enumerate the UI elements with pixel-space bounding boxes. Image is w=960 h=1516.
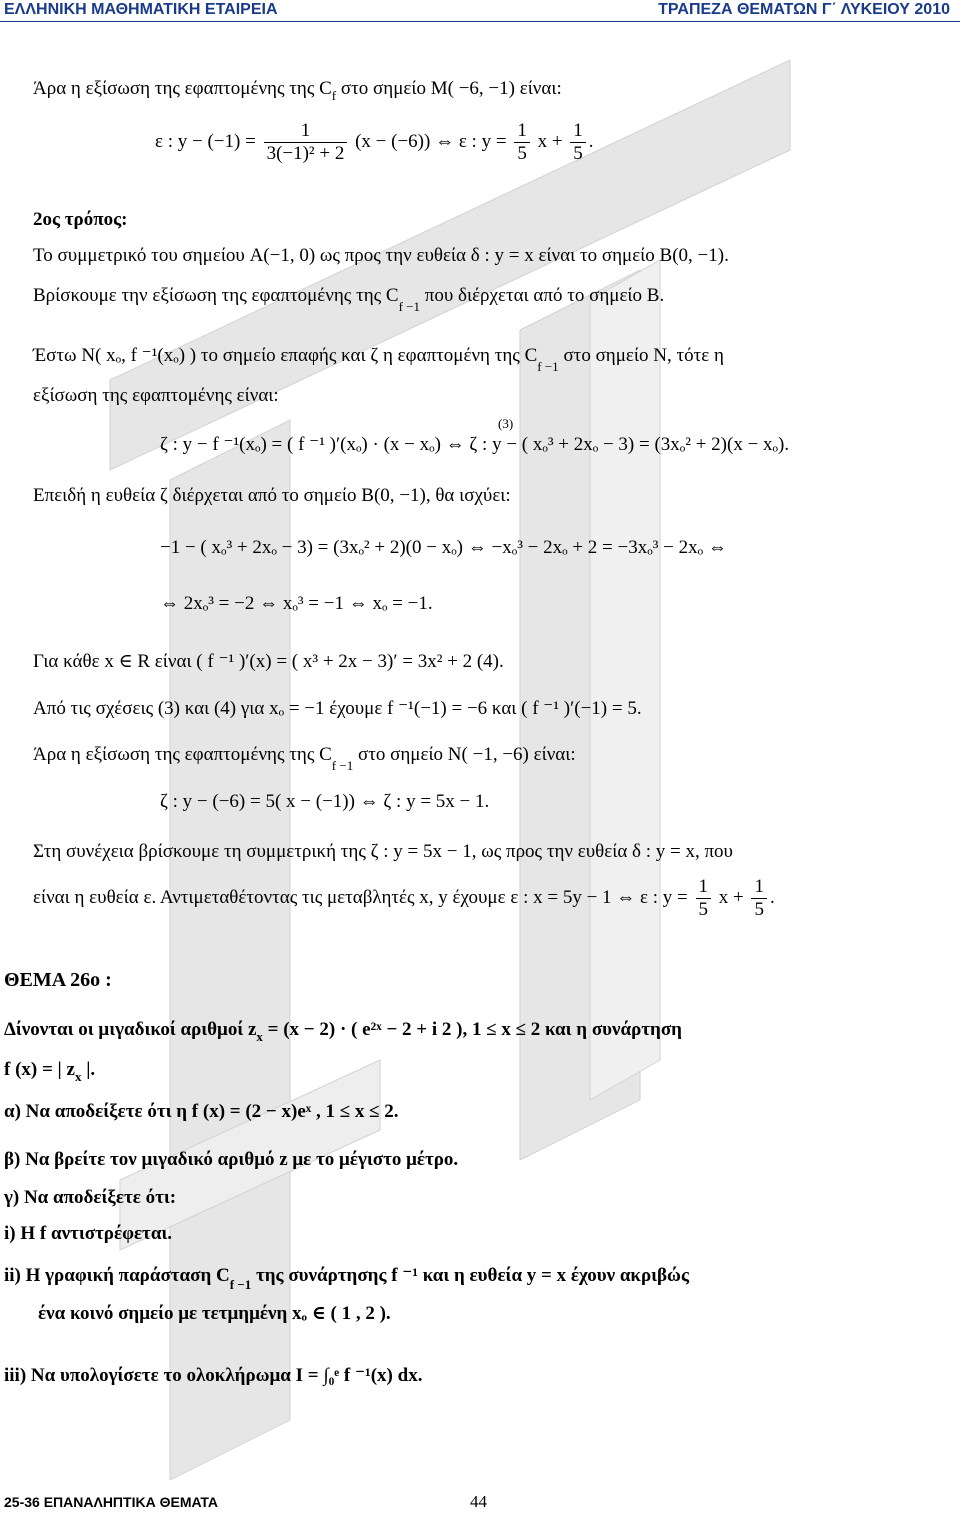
line-passes-B: Επειδή η ευθεία ζ διέρχεται από το σημείο B(0, −1), θα ισχύει:: [33, 485, 511, 506]
question-c: γ) Να αποδείξετε ότι:: [4, 1187, 177, 1208]
header-left: ΕΛΛΗΝΙΚΗ ΜΑΘΗΜΑΤΙΚΗ ΕΤΑΙΡΕΙΑ: [4, 1, 278, 18]
question-b: β) Να βρείτε τον μιγαδικό αριθμό z με το μέγιστο μέτρο.: [4, 1149, 459, 1170]
page-number: 44: [470, 1492, 487, 1511]
line-symmetric-point: Το συμμετρικό του σημείου A(−1, 0) ως προς την ευθεία δ : y = x είναι το σημείο B(0, −1).: [33, 245, 729, 266]
line-symmetric-zeta: Στη συνέχεια βρίσκουμε τη συμμετρική της ζ : y = 5x − 1, ως προς την ευθεία δ : y = x, που: [33, 841, 733, 862]
equation-solve-2: ⇔ 2xₒ³ = −2 ⇔ xₒ³ = −1 ⇔ xₒ = −1.: [160, 593, 433, 614]
question-c-ii: ii) Η γραφική παράσταση $C_{f -1}$ της συνάρτησης f ⁻¹ και η ευθεία y = x έχουν ακριβώς: [4, 1265, 689, 1292]
question-c-ii-cont: ένα κοινό σημείο με τετμημένη xₒ ∈ ( 1 , 2 ).: [38, 1303, 391, 1324]
equation-ref-3: (3): [498, 416, 514, 431]
line-relations: Από τις σχέσεις (3) και (4) για xₒ = −1 έχουμε f ⁻¹(−1) = −6 και ( f ⁻¹ )′(−1) = 5.: [33, 698, 642, 719]
line-eps-result: είναι η ευθεία ε. Αντιμεταθέτοντας τις μεταβλητές x, y έχουμε ε : x = 5y − 1 ⇔ ε : y = $\frac{1}{5}$ x + $\frac{1}{5}$ .: [33, 876, 775, 920]
equation-solve-1: −1 − ( xₒ³ + 2xₒ − 3) = (3xₒ² + 2)(0 − xₒ) ⇔ −xₒ³ − 2xₒ + 2 = −3xₒ³ − 2xₒ ⇔: [160, 537, 727, 558]
header-right: ΤΡΑΠΕΖΑ ΘΕΜΑΤΩΝ Γ΄ ΛΥΚΕΙΟΥ 2010: [658, 1, 950, 18]
footer-title: 25-36 ΕΠΑΝΑΛΗΠΤΙΚΑ ΘΕΜΑΤΑ: [4, 1494, 219, 1510]
equation-zeta-final: ζ : y − (−6) = 5( x − (−1)) ⇔ ζ : y = 5x − 1.: [160, 791, 490, 812]
watermark-leg-inner: [590, 260, 660, 1100]
equation-zeta: ζ : y − f ⁻¹(xₒ) = ( f ⁻¹ )′(xₒ) · (x − xₒ) ⇔ ζ : y − ( xₒ³ + 2xₒ − 3) = (3xₒ² + 2)(x − xₒ).: [160, 434, 790, 455]
question-c-i: i) Η f αντιστρέφεται.: [4, 1223, 173, 1244]
line-derivative-4: Για κάθε x ∈ R είναι ( f ⁻¹ )′(x) = ( x³ + 2x − 3)′ = 3x² + 2 (4).: [33, 651, 504, 672]
theme-given-2: f (x) = | $z_x$ |.: [4, 1059, 96, 1084]
question-a: α) Να αποδείξετε ότι η f (x) = (2 − x)eˣ , 1 ≤ x ≤ 2.: [4, 1101, 399, 1122]
theme-title: ΘΕΜΑ 26ο :: [4, 969, 112, 991]
line-let-N: Έστω N( xₒ, f ⁻¹(xₒ) ) το σημείο επαφής και ζ η εφαπτομένη της $C_{f -1}$ στο σημείο N, τότε η: [33, 345, 724, 374]
line-tangent-eq-intro: εξίσωση της εφαπτομένης είναι:: [33, 385, 279, 406]
line-eps-intro: Άρα η εξίσωση της εφαπτομένης της $C_f$ στο σημείο M( −6, −1) είναι:: [33, 78, 562, 103]
equation-eps: ε : y − (−1) = $\frac{1}{\text{3(−1)² + 2}}$ (x − (−6)) ⇔ ε : y = $\frac{1}{5}$ x + $\frac{1}{5}$ .: [155, 120, 594, 164]
line-tangent-at-N: Άρα η εξίσωση της εφαπτομένης της $C_{f -1}$ στο σημείο N( −1, −6) είναι:: [33, 744, 576, 773]
theme-given-1: Δίνονται οι μιγαδικοί αριθμοί $z_x = (x - 2)$ · ( e²ˣ − 2 + i 2 ), 1 ≤ x ≤ 2 και η συνάρτηση: [4, 1019, 682, 1044]
fraction-slope: $\frac{1}{\text{3(−1)² + 2}}$: [264, 120, 348, 165]
line-find-tangent: Βρίσκουμε την εξίσωση της εφαπτομένης της $C_{f -1}$ που διέρχεται από το σημείο B.: [33, 285, 665, 314]
question-c-iii: iii) Να υπολογίσετε το ολοκλήρωμα I = ∫₀ᵉ f ⁻¹(x) dx.: [4, 1365, 423, 1386]
method-2-heading: 2ος τρόπος:: [33, 209, 128, 230]
